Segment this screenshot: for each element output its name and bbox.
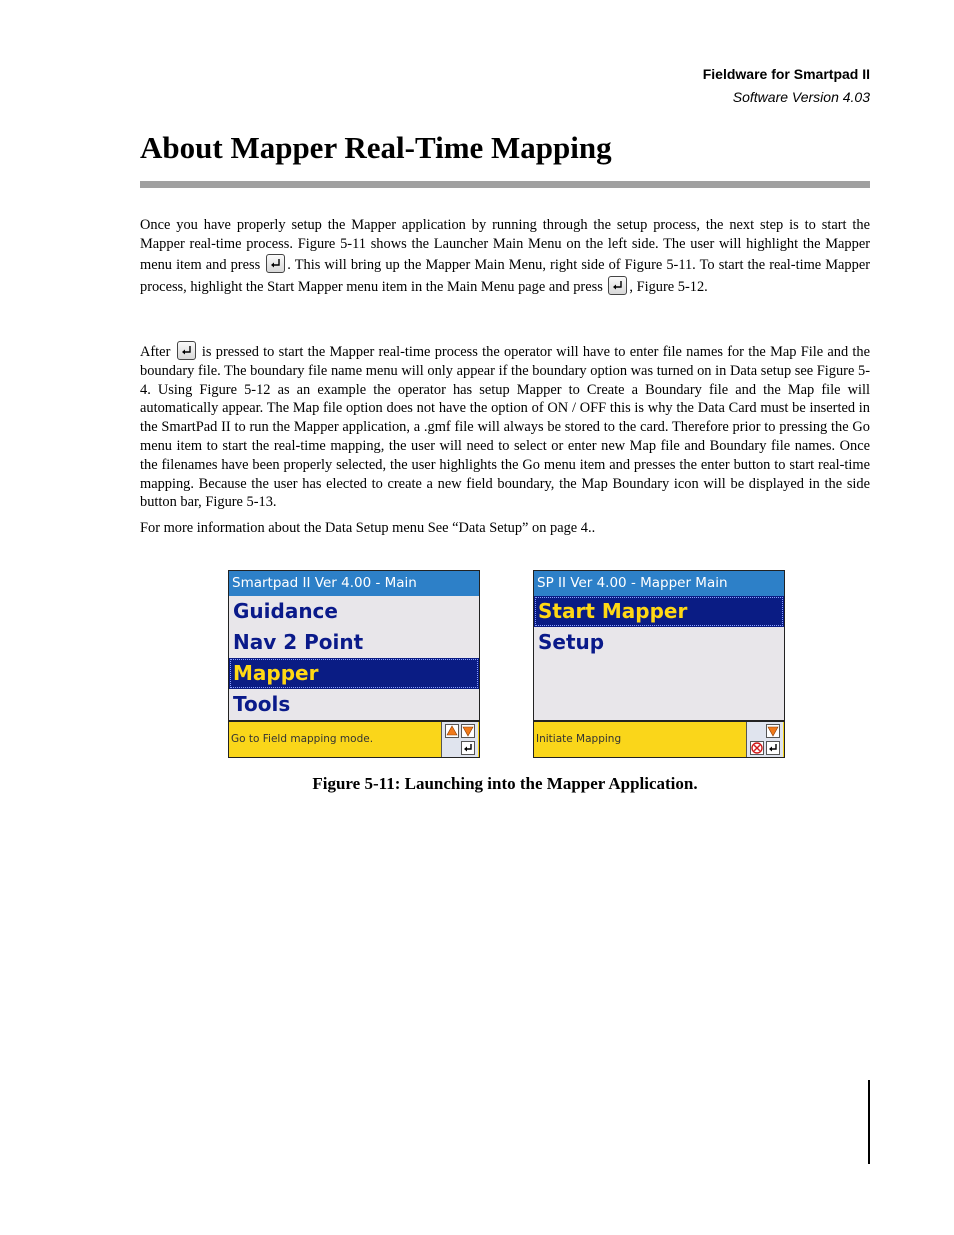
status-text: Go to Field mapping mode. bbox=[231, 733, 374, 745]
header-doc-title: Fieldware for Smartpad II bbox=[702, 66, 870, 82]
mapper-main-screen bbox=[533, 570, 785, 758]
menu-item-guidance[interactable]: Guidance bbox=[233, 599, 338, 623]
paragraph-text: is pressed to start the Mapper real-time process the operator will have to enter file names for the Map File and the boundary file. The boundary file name menu will only appear if the boundary option was turned on in Data setup see Figure 5-4. Using Figure 5-12 as an example the operator has setup Mapper to Create a Boundary file and the Map file will automatically appear. The Map file option does not have the option of ON / OFF this is why the Data Card must be inserted in the SmartPad II to run the Mapper application, a .gmf file will always be stored to the card. Therefore prior to pressing the Go menu item to start the real-time mapping, the user will need to select or enter new Map file and Boundary file names. Once the filenames have been properly selected, the user highlights the Go menu item and presses the enter button to start real-time mapping. Because the user has elected to create a new field boundary, the Map Boundary icon will be displayed in the side button bar, Figure 5-13. bbox=[140, 344, 870, 511]
screen-menu bbox=[534, 596, 784, 718]
menu-item-setup[interactable]: Setup bbox=[538, 630, 605, 654]
screen-menu bbox=[229, 596, 479, 718]
title-rule bbox=[140, 181, 870, 188]
screen-title-bar: SP II Ver 4.00 - Mapper Main bbox=[534, 571, 784, 596]
paragraph-text: Once you have properly setup the Mapper application by running through the setup process, the next step is to start the Mapper real-time process. Figure 5-11 shows the Launcher Main Menu on the left side. The user will highlight the Mapper menu item and press bbox=[140, 217, 870, 274]
page-edge-bar bbox=[868, 1080, 870, 1164]
arrow-down-icon[interactable] bbox=[461, 724, 475, 738]
menu-item-mapper[interactable]: Mapper bbox=[229, 658, 479, 689]
page-title: About Mapper Real-Time Mapping bbox=[140, 130, 612, 165]
enter-key-icon bbox=[608, 276, 627, 295]
screen-status-bar bbox=[229, 720, 479, 757]
enter-key-icon bbox=[266, 254, 285, 273]
menu-item-start-mapper[interactable]: Start Mapper bbox=[534, 596, 784, 627]
figure-caption: Figure 5-11: Launching into the Mapper Application. bbox=[312, 774, 698, 793]
paragraph-text: , Figure 5-12. bbox=[629, 278, 708, 295]
arrow-down-icon[interactable] bbox=[766, 724, 780, 738]
paragraph-intro bbox=[140, 216, 870, 297]
paragraph-text: After bbox=[140, 344, 175, 360]
paragraph-text: . This will bring up the Mapper Main Menu, right side of Figure 5-11. To start the real-time Mapper process, highlight the Start Mapper menu item in the Main Menu page and press bbox=[140, 257, 871, 295]
side-button-bar bbox=[441, 722, 478, 757]
menu-item-nav-2-point[interactable]: Nav 2 Point bbox=[233, 630, 364, 654]
paragraph-after bbox=[140, 341, 870, 512]
enter-key-icon[interactable] bbox=[766, 741, 780, 755]
side-button-bar bbox=[746, 722, 783, 757]
launcher-main-screen bbox=[228, 570, 480, 758]
arrow-up-icon[interactable] bbox=[445, 724, 459, 738]
status-text: Initiate Mapping bbox=[536, 733, 622, 745]
cancel-icon[interactable] bbox=[750, 741, 764, 755]
paragraph-more-info: For more information about the Data Setup menu See “Data Setup” on page 4.. bbox=[140, 520, 596, 536]
enter-key-icon bbox=[177, 341, 196, 360]
screen-status-bar bbox=[534, 720, 784, 757]
header-version: Software Version 4.03 bbox=[732, 89, 870, 105]
enter-key-icon[interactable] bbox=[461, 741, 475, 755]
screen-title-bar: Smartpad II Ver 4.00 - Main bbox=[229, 571, 479, 596]
menu-item-tools[interactable]: Tools bbox=[233, 692, 291, 716]
